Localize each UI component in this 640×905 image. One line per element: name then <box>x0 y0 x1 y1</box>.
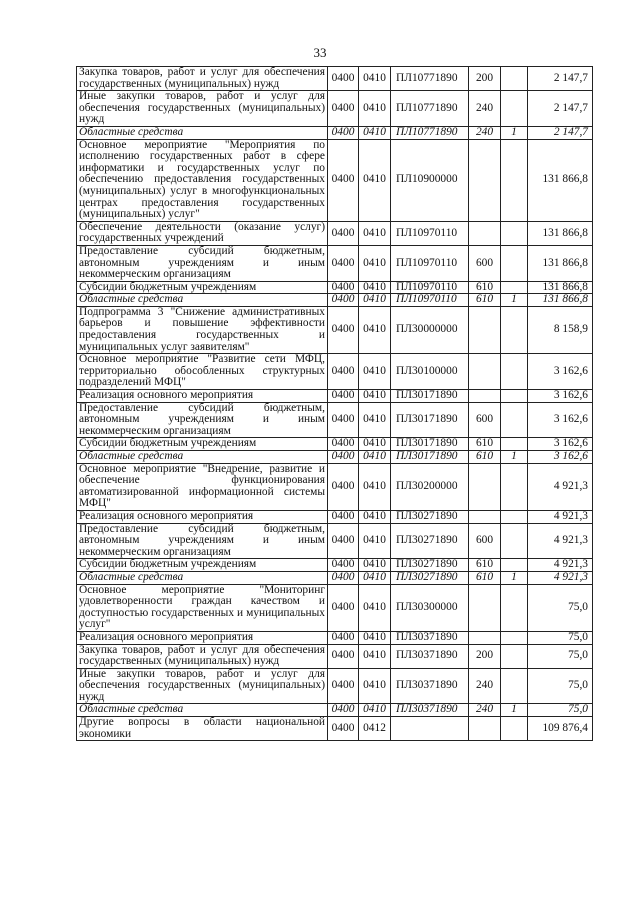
row-target-article-code: ПЛ10771890 <box>391 91 469 127</box>
row-section-code: 0400 <box>328 559 359 572</box>
row-expense-type-code: 600 <box>469 402 501 438</box>
row-name: Субсидии бюджетным учреждениям <box>77 281 328 294</box>
row-funding-source <box>501 306 528 353</box>
row-target-article-code: ПЛ30371890 <box>391 644 469 668</box>
row-expense-type-code <box>469 584 501 631</box>
row-subsection-code: 0410 <box>359 294 391 307</box>
row-name: Реализация основного мероприятия <box>77 510 328 523</box>
row-funding-source <box>501 644 528 668</box>
row-name: Основное мероприятие "Внедрение, развитие и обеспечение функционирования автоматизированной информационной системы МФЦ" <box>77 463 328 510</box>
row-subsection-code: 0410 <box>359 245 391 281</box>
row-funding-source <box>501 463 528 510</box>
row-section-code: 0400 <box>328 717 359 741</box>
row-section-code: 0400 <box>328 281 359 294</box>
row-subsection-code: 0410 <box>359 281 391 294</box>
row-target-article-code: ПЛ10900000 <box>391 139 469 221</box>
row-amount: 3 162,6 <box>528 390 593 403</box>
table-row <box>77 294 593 307</box>
row-expense-type-code <box>469 354 501 390</box>
row-funding-source <box>501 584 528 631</box>
table-row <box>77 451 593 464</box>
row-target-article-code: ПЛ30271890 <box>391 559 469 572</box>
row-target-article-code: ПЛ30271890 <box>391 523 469 559</box>
row-name: Иные закупки товаров, работ и услуг для обеспечения государственных (муниципальных) нужд <box>77 91 328 127</box>
row-amount: 4 921,3 <box>528 523 593 559</box>
row-subsection-code: 0410 <box>359 631 391 644</box>
row-name: Основное мероприятие "Развитие сети МФЦ, территориально обособленных структурных подразделений МФЦ" <box>77 354 328 390</box>
table-row <box>77 510 593 523</box>
row-section-code: 0400 <box>328 126 359 139</box>
row-expense-type-code: 610 <box>469 281 501 294</box>
row-name: Областные средства <box>77 571 328 584</box>
table-row <box>77 139 593 221</box>
row-expense-type-code: 610 <box>469 451 501 464</box>
row-subsection-code: 0410 <box>359 523 391 559</box>
table-row <box>77 717 593 741</box>
row-amount: 4 921,3 <box>528 571 593 584</box>
row-amount: 75,0 <box>528 668 593 704</box>
row-funding-source <box>501 717 528 741</box>
row-target-article-code: ПЛ30171890 <box>391 402 469 438</box>
table-row <box>77 354 593 390</box>
row-funding-source <box>501 245 528 281</box>
row-funding-source <box>501 559 528 572</box>
row-subsection-code: 0410 <box>359 704 391 717</box>
table-row <box>77 91 593 127</box>
budget-table <box>76 66 593 741</box>
row-subsection-code: 0410 <box>359 67 391 91</box>
table-row <box>77 126 593 139</box>
row-subsection-code: 0410 <box>359 668 391 704</box>
table-row <box>77 571 593 584</box>
row-name: Областные средства <box>77 294 328 307</box>
row-section-code: 0400 <box>328 704 359 717</box>
row-expense-type-code: 200 <box>469 644 501 668</box>
row-section-code: 0400 <box>328 354 359 390</box>
row-funding-source <box>501 67 528 91</box>
row-subsection-code: 0410 <box>359 354 391 390</box>
row-section-code: 0400 <box>328 668 359 704</box>
row-expense-type-code <box>469 717 501 741</box>
row-funding-source <box>501 631 528 644</box>
table-row <box>77 245 593 281</box>
row-section-code: 0400 <box>328 571 359 584</box>
row-section-code: 0400 <box>328 584 359 631</box>
row-target-article-code: ПЛ10970110 <box>391 245 469 281</box>
row-subsection-code: 0410 <box>359 438 391 451</box>
row-expense-type-code: 600 <box>469 523 501 559</box>
row-funding-source <box>501 438 528 451</box>
row-amount: 4 921,3 <box>528 510 593 523</box>
row-section-code: 0400 <box>328 306 359 353</box>
row-target-article-code: ПЛ10771890 <box>391 126 469 139</box>
row-subsection-code: 0410 <box>359 221 391 245</box>
row-name: Закупка товаров, работ и услуг для обеспечения государственных (муниципальных) нужд <box>77 644 328 668</box>
row-amount: 2 147,7 <box>528 126 593 139</box>
row-amount: 109 876,4 <box>528 717 593 741</box>
row-subsection-code: 0410 <box>359 510 391 523</box>
row-name: Иные закупки товаров, работ и услуг для обеспечения государственных (муниципальных) нужд <box>77 668 328 704</box>
row-funding-source: 1 <box>501 571 528 584</box>
row-expense-type-code <box>469 306 501 353</box>
row-subsection-code: 0410 <box>359 306 391 353</box>
row-section-code: 0400 <box>328 463 359 510</box>
row-target-article-code: ПЛ30300000 <box>391 584 469 631</box>
table-row <box>77 559 593 572</box>
row-subsection-code: 0410 <box>359 390 391 403</box>
row-target-article-code: ПЛ10970110 <box>391 221 469 245</box>
row-amount: 131 866,8 <box>528 294 593 307</box>
row-subsection-code: 0410 <box>359 402 391 438</box>
page-number: 33 <box>313 45 327 60</box>
row-amount: 75,0 <box>528 644 593 668</box>
row-name: Реализация основного мероприятия <box>77 631 328 644</box>
table-row <box>77 281 593 294</box>
row-amount: 131 866,8 <box>528 245 593 281</box>
row-funding-source <box>501 668 528 704</box>
table-row <box>77 67 593 91</box>
row-expense-type-code <box>469 510 501 523</box>
row-name: Реализация основного мероприятия <box>77 390 328 403</box>
row-name: Предоставление субсидий бюджетным, автономным учреждениям и иным некоммерческим организациям <box>77 402 328 438</box>
table-row <box>77 644 593 668</box>
row-amount: 3 162,6 <box>528 402 593 438</box>
row-target-article-code: ПЛ30200000 <box>391 463 469 510</box>
row-funding-source <box>501 354 528 390</box>
row-target-article-code: ПЛ30171890 <box>391 390 469 403</box>
row-name: Другие вопросы в области национальной экономики <box>77 717 328 741</box>
row-name: Закупка товаров, работ и услуг для обеспечения государственных (муниципальных) нужд <box>77 67 328 91</box>
row-expense-type-code <box>469 390 501 403</box>
row-funding-source: 1 <box>501 294 528 307</box>
table-row <box>77 463 593 510</box>
row-expense-type-code: 240 <box>469 126 501 139</box>
row-section-code: 0400 <box>328 139 359 221</box>
row-section-code: 0400 <box>328 631 359 644</box>
row-name: Областные средства <box>77 126 328 139</box>
row-name: Подпрограмма 3 "Снижение административных барьеров и повышение эффективности предоставления государственных и муниципальных услуг заявителям" <box>77 306 328 353</box>
row-funding-source <box>501 91 528 127</box>
row-target-article-code: ПЛ30100000 <box>391 354 469 390</box>
row-subsection-code: 0410 <box>359 571 391 584</box>
row-expense-type-code: 610 <box>469 294 501 307</box>
row-funding-source <box>501 139 528 221</box>
row-section-code: 0400 <box>328 510 359 523</box>
table-row <box>77 390 593 403</box>
row-name: Субсидии бюджетным учреждениям <box>77 438 328 451</box>
row-amount: 131 866,8 <box>528 281 593 294</box>
row-name: Основное мероприятие "Мониторинг удовлетворенности граждан качеством и доступностью государственных и муниципальных услуг" <box>77 584 328 631</box>
row-target-article-code: ПЛ30271890 <box>391 510 469 523</box>
table-row <box>77 584 593 631</box>
table-row <box>77 631 593 644</box>
row-name: Субсидии бюджетным учреждениям <box>77 559 328 572</box>
row-subsection-code: 0410 <box>359 139 391 221</box>
row-target-article-code <box>391 717 469 741</box>
row-subsection-code: 0410 <box>359 126 391 139</box>
row-target-article-code: ПЛ30371890 <box>391 631 469 644</box>
row-section-code: 0400 <box>328 67 359 91</box>
row-section-code: 0400 <box>328 245 359 281</box>
row-expense-type-code <box>469 631 501 644</box>
row-name: Основное мероприятие "Мероприятия по исполнению государственных работ в сфере информатики и государственных услуг по обеспечению предоставления государственных (муниципальных) услуг в многофункциональных центрах предоставления государственных (муниципальных) услуг" <box>77 139 328 221</box>
row-expense-type-code: 610 <box>469 438 501 451</box>
row-name: Областные средства <box>77 704 328 717</box>
row-amount: 75,0 <box>528 584 593 631</box>
row-target-article-code: ПЛ30000000 <box>391 306 469 353</box>
row-expense-type-code: 240 <box>469 668 501 704</box>
row-subsection-code: 0410 <box>359 584 391 631</box>
row-section-code: 0400 <box>328 221 359 245</box>
row-funding-source <box>501 510 528 523</box>
row-expense-type-code <box>469 139 501 221</box>
row-section-code: 0400 <box>328 390 359 403</box>
row-amount: 4 921,3 <box>528 559 593 572</box>
row-target-article-code: ПЛ10970110 <box>391 281 469 294</box>
row-target-article-code: ПЛ30371890 <box>391 668 469 704</box>
row-subsection-code: 0410 <box>359 451 391 464</box>
row-subsection-code: 0410 <box>359 644 391 668</box>
row-target-article-code: ПЛ10771890 <box>391 67 469 91</box>
row-section-code: 0400 <box>328 402 359 438</box>
table-row <box>77 704 593 717</box>
row-funding-source <box>501 523 528 559</box>
row-target-article-code: ПЛ30171890 <box>391 438 469 451</box>
row-funding-source <box>501 390 528 403</box>
row-name: Обеспечение деятельности (оказание услуг) государственных учреждений <box>77 221 328 245</box>
table-row <box>77 221 593 245</box>
row-expense-type-code: 200 <box>469 67 501 91</box>
row-section-code: 0400 <box>328 91 359 127</box>
row-amount: 3 162,6 <box>528 438 593 451</box>
row-subsection-code: 0410 <box>359 91 391 127</box>
row-amount: 131 866,8 <box>528 139 593 221</box>
row-amount: 4 921,3 <box>528 463 593 510</box>
row-expense-type-code: 240 <box>469 704 501 717</box>
table-row <box>77 438 593 451</box>
row-subsection-code: 0410 <box>359 559 391 572</box>
row-funding-source: 1 <box>501 451 528 464</box>
row-funding-source <box>501 281 528 294</box>
row-section-code: 0400 <box>328 438 359 451</box>
table-row <box>77 668 593 704</box>
row-expense-type-code <box>469 221 501 245</box>
row-funding-source <box>501 402 528 438</box>
row-subsection-code: 0412 <box>359 717 391 741</box>
table-row <box>77 306 593 353</box>
row-amount: 2 147,7 <box>528 91 593 127</box>
row-funding-source: 1 <box>501 704 528 717</box>
row-name: Предоставление субсидий бюджетным, автономным учреждениям и иным некоммерческим организациям <box>77 245 328 281</box>
row-funding-source: 1 <box>501 126 528 139</box>
row-target-article-code: ПЛ30271890 <box>391 571 469 584</box>
row-expense-type-code: 610 <box>469 559 501 572</box>
row-section-code: 0400 <box>328 294 359 307</box>
row-target-article-code: ПЛ30371890 <box>391 704 469 717</box>
row-name: Предоставление субсидий бюджетным, автономным учреждениям и иным некоммерческим организациям <box>77 523 328 559</box>
row-expense-type-code: 240 <box>469 91 501 127</box>
row-funding-source <box>501 221 528 245</box>
row-expense-type-code <box>469 463 501 510</box>
row-amount: 3 162,6 <box>528 354 593 390</box>
row-section-code: 0400 <box>328 451 359 464</box>
row-expense-type-code: 600 <box>469 245 501 281</box>
row-amount: 75,0 <box>528 704 593 717</box>
row-amount: 75,0 <box>528 631 593 644</box>
row-expense-type-code: 610 <box>469 571 501 584</box>
row-section-code: 0400 <box>328 523 359 559</box>
row-target-article-code: ПЛ30171890 <box>391 451 469 464</box>
row-subsection-code: 0410 <box>359 463 391 510</box>
table-row <box>77 402 593 438</box>
row-amount: 8 158,9 <box>528 306 593 353</box>
row-amount: 3 162,6 <box>528 451 593 464</box>
row-amount: 2 147,7 <box>528 67 593 91</box>
row-amount: 131 866,8 <box>528 221 593 245</box>
row-section-code: 0400 <box>328 644 359 668</box>
row-name: Областные средства <box>77 451 328 464</box>
table-row <box>77 523 593 559</box>
row-target-article-code: ПЛ10970110 <box>391 294 469 307</box>
